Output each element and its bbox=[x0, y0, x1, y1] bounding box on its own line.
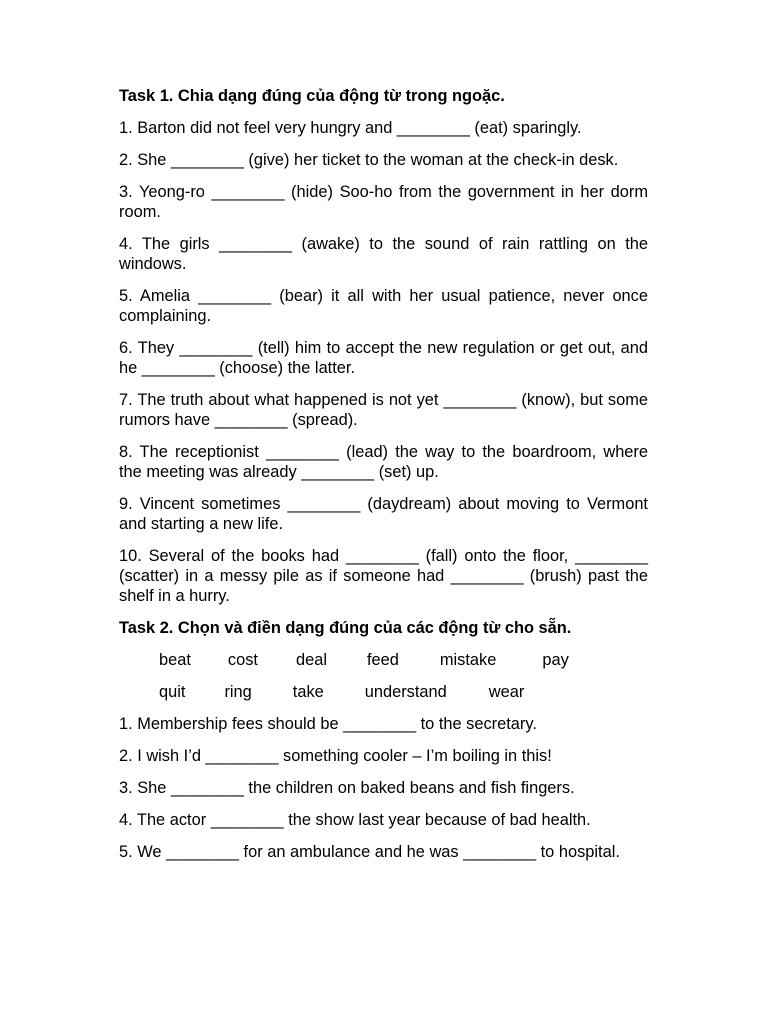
word-bank-item: cost bbox=[227, 651, 258, 669]
word-bank-item: mistake bbox=[439, 651, 497, 669]
task1-question-4: 4. The girls ________ (awake) to the sound of rain rattling on the windows. bbox=[119, 235, 648, 273]
word-bank-item: ring bbox=[224, 683, 252, 701]
task1-question-9: 9. Vincent sometimes ________ (daydream) about moving to Vermont and starting a new life. bbox=[119, 495, 648, 533]
task2-question-1: 1. Membership fees should be ________ to the secretary. bbox=[119, 715, 537, 733]
task1-question-5: 5. Amelia ________ (bear) it all with her usual patience, never once complaining. bbox=[119, 287, 648, 325]
word-bank-item: understand bbox=[364, 683, 447, 701]
task1-question-6: 6. They ________ (tell) him to accept the new regulation or get out, and he ________ (choose) the latter. bbox=[119, 339, 648, 377]
task1-heading: Task 1. Chia dạng đúng của động từ trong ngoặc. bbox=[119, 87, 505, 105]
task2-question-4: 4. The actor ________ the show last year because of bad health. bbox=[119, 811, 591, 829]
word-bank-item: wear bbox=[488, 683, 525, 701]
task2-question-3: 3. She ________ the children on baked beans and fish fingers. bbox=[119, 779, 575, 797]
task1-question-7: 7. The truth about what happened is not yet ________ (know), but some rumors have ________ (spread). bbox=[119, 391, 648, 429]
word-bank-row-1 bbox=[159, 650, 648, 670]
task1-question-1: 1. Barton did not feel very hungry and ________ (eat) sparingly. bbox=[119, 119, 582, 137]
task1-question-2: 2. She ________ (give) her ticket to the woman at the check-in desk. bbox=[119, 151, 619, 169]
task1-question-3: 3. Yeong-ro ________ (hide) Soo-ho from the government in her dorm room. bbox=[119, 183, 648, 221]
task2-heading: Task 2. Chọn và điền dạng đúng của các động từ cho sẵn. bbox=[119, 619, 572, 637]
word-bank-row-2 bbox=[159, 682, 648, 702]
worksheet-page bbox=[119, 86, 648, 874]
word-bank-item: feed bbox=[366, 651, 399, 669]
task1-question-10: 10. Several of the books had ________ (fall) onto the floor, ________ (scatter) in a messy pile as if someone had ________ (brush) past the shelf in a hurry. bbox=[119, 547, 648, 605]
task1-question-8: 8. The receptionist ________ (lead) the way to the boardroom, where the meeting was already ________ (set) up. bbox=[119, 443, 648, 481]
task2-question-5: 5. We ________ for an ambulance and he was ________ to hospital. bbox=[119, 843, 620, 861]
word-bank-item: beat bbox=[159, 651, 191, 669]
word-bank-item: take bbox=[292, 683, 324, 701]
word-bank-item: quit bbox=[159, 683, 186, 701]
task2-question-2: 2. I wish I’d ________ something cooler – I’m boiling in this! bbox=[119, 747, 552, 765]
word-bank-item: deal bbox=[295, 651, 327, 669]
word-bank-item: pay bbox=[542, 651, 569, 669]
